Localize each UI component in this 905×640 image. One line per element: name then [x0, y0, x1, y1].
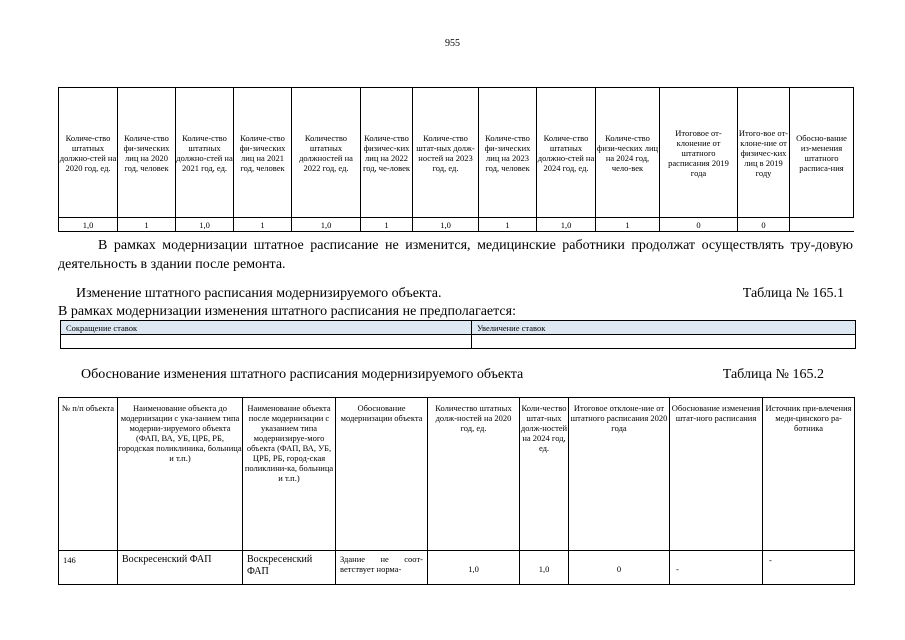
column-header: Обоснование модернизации объекта — [336, 398, 428, 551]
table-cell: 1 — [234, 218, 292, 232]
table-row — [59, 551, 855, 585]
column-header: Обоснование изменения штат-ного расписания — [670, 398, 763, 551]
column-header: № п/п объекта — [59, 398, 118, 551]
table-number: Таблица № 165.2 — [722, 367, 824, 382]
page-number: 955 — [445, 38, 460, 49]
staffing-table — [58, 87, 854, 232]
column-header: Количе-ство штатных должно-стей на 2020 год, ед. — [59, 88, 118, 218]
table-cell: 0 — [738, 218, 790, 232]
table-cell — [61, 335, 472, 349]
section-note: В рамках модернизации изменения штатного расписания не предполагается: — [58, 304, 516, 319]
section-caption: Изменение штатного расписания модернизируемого объекта. — [76, 286, 442, 301]
column-header: Итого-вое от-клоне-ние от физичес-ких лиц в 2019 году — [738, 88, 790, 218]
table-cell: Воскресенский ФАП — [118, 551, 243, 585]
table-cell: 146 — [59, 551, 118, 585]
column-header: Количе-ство физичес-ких лиц на 2022 год, че-ловек — [361, 88, 413, 218]
column-header: Сокращение ставок — [61, 321, 472, 335]
column-header: Итоговое от-клонение от штатного расписания 2019 года — [660, 88, 738, 218]
table-header-row — [59, 88, 854, 218]
section-caption: Обоснование изменения штатного расписания модернизируемого объекта — [81, 367, 524, 382]
table-cell: 1 — [361, 218, 413, 232]
table-row — [59, 218, 854, 232]
column-header: Источник при-влечения меди-цинского ра-ботника — [763, 398, 855, 551]
table-cell: 1,0 — [176, 218, 234, 232]
table-number: Таблица № 165.1 — [742, 286, 844, 301]
table-cell: 1 — [118, 218, 176, 232]
column-header: Обосно-вание из-менения штатного расписа-ния — [790, 88, 854, 218]
table-header-row — [61, 321, 856, 335]
table-header-row — [59, 398, 855, 551]
table-cell — [790, 218, 854, 232]
table-cell: Воскресенский ФАП — [243, 551, 336, 585]
column-header: Количество штатных должностей на 2022 год, ед. — [292, 88, 361, 218]
table-cell: Здание не соот-ветствует норма- — [336, 551, 428, 585]
column-header: Количе-ство фи-зических лиц на 2020 год, человек — [118, 88, 176, 218]
modernization-paragraph: В рамках модернизации штатное расписание не изменится, медицинские работники продолжат осуществлять тру-довую деятельность в здании после ремонта. — [58, 238, 853, 272]
column-header: Наименование объекта до модернизации с ука-занием типа модерни-зируемого объекта (ФАП, ВА, УБ, ЦРБ, РБ, городская поликлиника, больница и т.п.) — [118, 398, 243, 551]
column-header: Итоговое отклоне-ние от штатного расписания 2020 года — [569, 398, 670, 551]
column-header: Наименование объекта после модернизации с указанием типа модернизируе-мого объекта (ФАП, ВА, УБ, ЦРБ, РБ, город-ская поликлини-ка, больница и т.п.) — [243, 398, 336, 551]
table-cell: 1,0 — [520, 551, 569, 585]
column-header: Количе-ство штатных должно-стей на 2021 год, ед. — [176, 88, 234, 218]
table-cell: 1,0 — [413, 218, 479, 232]
rates-table — [60, 320, 856, 349]
column-header: Количе-ство фи-зических лиц на 2023 год, человек — [479, 88, 537, 218]
table-cell — [472, 335, 856, 349]
table-cell: 1 — [479, 218, 537, 232]
table-cell: 1,0 — [292, 218, 361, 232]
column-header: Увеличение ставок — [472, 321, 856, 335]
column-header: Количе-ство штатных должно-стей на 2024 год, ед. — [537, 88, 596, 218]
table-cell: 1 — [596, 218, 660, 232]
table-cell: - — [763, 551, 855, 585]
table-cell: 1,0 — [537, 218, 596, 232]
table-row — [61, 335, 856, 349]
column-header: Количество штатных долж-ностей на 2020 год, ед. — [428, 398, 520, 551]
table-cell: 0 — [569, 551, 670, 585]
table-cell: 0 — [660, 218, 738, 232]
column-header: Количе-ство физи-ческих лиц на 2024 год, чело-век — [596, 88, 660, 218]
table-cell: 1,0 — [428, 551, 520, 585]
column-header: Количе-ство штат-ных долж-ностей на 2023 год, ед. — [413, 88, 479, 218]
justification-table — [58, 397, 855, 585]
column-header: Коли-чество штат-ных долж-ностей на 2024 год, ед. — [520, 398, 569, 551]
table-cell: 1,0 — [59, 218, 118, 232]
table-cell: - — [670, 551, 763, 585]
column-header: Количе-ство фи-зических лиц на 2021 год, человек — [234, 88, 292, 218]
